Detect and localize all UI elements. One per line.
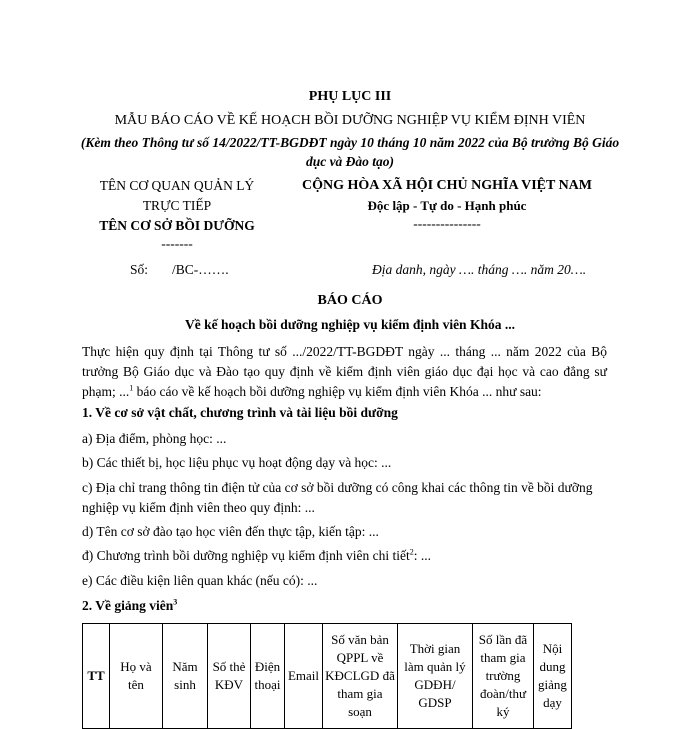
item-e: e) Các điều kiện liên quan khác (nếu có): ...	[82, 573, 318, 588]
section-2-heading	[82, 596, 607, 616]
footnote-ref-2: 2	[409, 547, 414, 557]
intro-text-end: báo cáo về kế hoạch bồi dưỡng nghiệp vụ kiểm định viên Khóa ... như sau:	[133, 384, 542, 399]
item-c: c) Địa chỉ trang thông tin điện tử của cơ sở bồi dưỡng có công khai các thông tin về bồi dưỡng nghiệp vụ kiểm định viên theo quy định: ...	[82, 480, 593, 515]
intro-text: Thực hiện quy định tại Thông tư số .../2022/TT-BGDĐT ngày ... tháng ... năm 2022 của Bộ trưởng Bộ Giáo dục và Đào tạo quy định về kiểm định viên giáo dục đại học và cao đẳng sư phạm; ...	[82, 344, 607, 399]
col-header-name: Họ và tên	[110, 624, 163, 729]
col-header-phone: Điện thoại	[251, 624, 285, 729]
footnote-ref-1: 1	[129, 383, 134, 393]
col-header-management-time: Thời gian làm quản lý GDĐH/ GDSP	[398, 624, 473, 729]
col-header-index: TT	[83, 624, 110, 729]
col-header-legal-docs: Số văn bản QPPL về KĐCLGD đã tham gia soạn	[323, 624, 398, 729]
section-1-heading: 1. Về cơ sở vật chất, chương trình và tài liệu bồi dưỡng	[82, 405, 398, 420]
col-header-card-number: Số thẻ KĐV	[208, 624, 251, 729]
item-b: b) Các thiết bị, học liệu phục vụ hoạt động dạy và học: ...	[82, 455, 392, 470]
nation-motto: Độc lập - Tự do - Hạnh phúc	[367, 198, 527, 213]
agency-line-2: TRỰC TIẾP	[142, 198, 212, 213]
nation-title: CỘNG HÒA XÃ HỘI CHỦ NGHĨA VIỆT NAM	[301, 178, 592, 193]
report-subtitle: Về kế hoạch bồi dưỡng nghiệp vụ kiểm định viên Khóa ...	[185, 317, 515, 332]
col-header-teaching-content: Nội dung giảng dạy	[534, 624, 572, 729]
form-title: MẪU BÁO CÁO VỀ KẾ HOẠCH BỒI DƯỠNG NGHIỆP VỤ KIỂM ĐỊNH VIÊN	[114, 113, 586, 128]
motto-divider: ---------------	[413, 216, 481, 231]
issuing-agency-block	[72, 176, 282, 252]
item-dd-text: đ) Chương trình bồi dưỡng nghiệp vụ kiểm định viên chi tiết	[82, 548, 410, 563]
col-header-email: Email	[285, 624, 323, 729]
national-header-block	[282, 176, 612, 232]
training-institution-name: TÊN CƠ SỞ BỒI DƯỠNG	[99, 218, 255, 233]
item-a: a) Địa điểm, phòng học: ...	[82, 431, 227, 446]
item-dd	[82, 546, 607, 566]
col-header-birth-year: Năm sinh	[163, 624, 208, 729]
table-header-row	[83, 624, 572, 729]
document-number-value: /BC-…….	[172, 262, 229, 277]
footnote-ref-3: 3	[173, 597, 178, 607]
agency-divider: -------	[161, 236, 193, 251]
appendix-label: PHỤ LỤC III	[308, 89, 392, 104]
document-number-label: Số:	[130, 262, 149, 277]
intro-paragraph	[82, 342, 607, 402]
place-date-line: Địa danh, ngày …. tháng …. năm 20….	[372, 262, 587, 277]
document-number	[130, 262, 229, 278]
form-subnote: (Kèm theo Thông tư số 14/2022/TT-BGDĐT ngày 10 tháng 10 năm 2022 của Bộ trưởng Bộ Giáo dục và Đào tạo)	[80, 135, 620, 169]
item-d: d) Tên cơ sở đào tạo học viên đến thực tập, kiến tập: ...	[82, 524, 379, 539]
col-header-participation-count: Số lần đã tham gia trường đoàn/thư ký	[473, 624, 534, 729]
agency-line-1: TÊN CƠ QUAN QUẢN LÝ	[99, 178, 255, 193]
report-title: BÁO CÁO	[317, 293, 383, 308]
item-dd-end: : ...	[413, 548, 432, 563]
lecturer-table	[82, 623, 572, 729]
section-2-text: 2. Về giảng viên	[82, 598, 174, 613]
